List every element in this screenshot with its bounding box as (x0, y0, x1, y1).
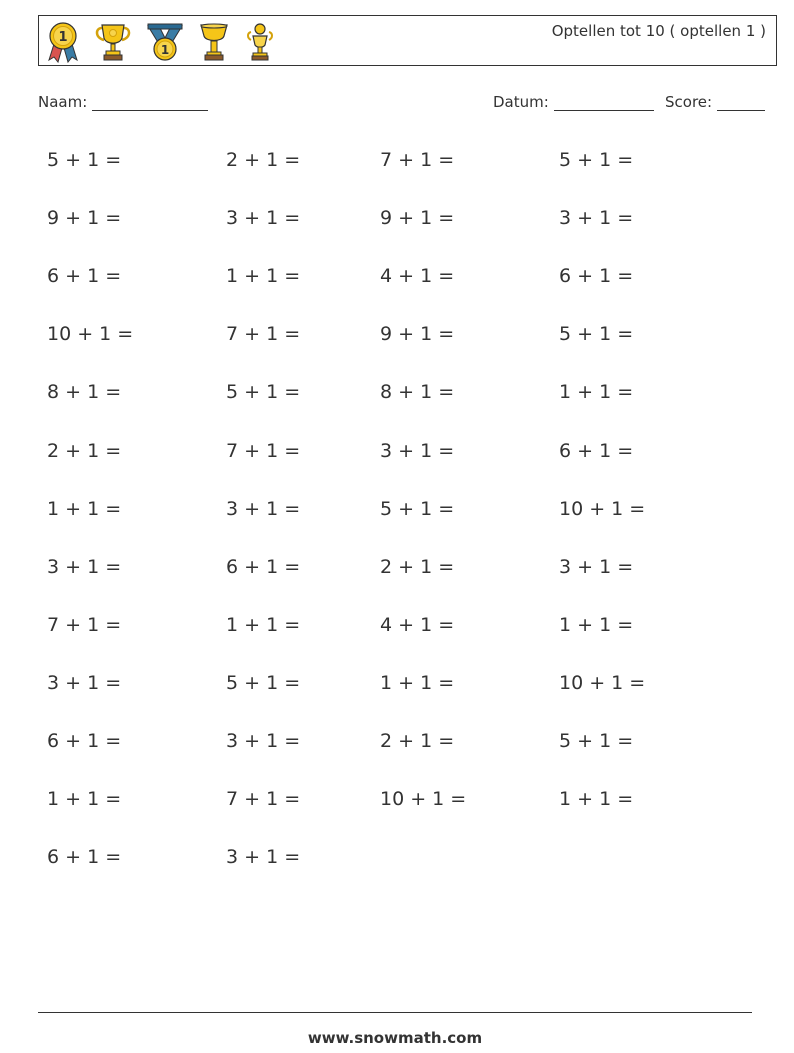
problem-item: 2 + 1 = (380, 730, 455, 752)
name-label: Naam: (38, 93, 88, 111)
problem-item: 7 + 1 = (226, 439, 301, 462)
problem-item: 4 + 1 = (380, 613, 455, 636)
problem-item: 1 + 1 = (47, 497, 122, 520)
footer-url: www.snowmath.com (307, 1029, 483, 1047)
problem-item: 1 + 1 = (380, 671, 455, 694)
problem-item: 6 + 1 = (559, 265, 634, 288)
problem-item: 5 + 1 = (226, 671, 301, 694)
problem-item: 3 + 1 = (47, 671, 122, 694)
problem-item: 3 + 1 = (226, 207, 301, 230)
problem-item: 5 + 1 = (559, 730, 634, 752)
problem-item: 7 + 1 = (226, 323, 301, 346)
award-icon (243, 20, 277, 64)
footer-divider (38, 1012, 752, 1013)
problem-item: 4 + 1 = (380, 265, 455, 288)
cup-icon (197, 20, 231, 64)
problem-item: 5 + 1 = (226, 381, 301, 404)
date-field (493, 93, 654, 111)
problem-item: 2 + 1 = (47, 439, 122, 462)
problem-item: 5 + 1 = (559, 323, 634, 346)
problem-item: 5 + 1 = (559, 149, 634, 171)
problem-item: 10 + 1 = (380, 788, 467, 811)
score-blank[interactable] (717, 94, 765, 111)
problem-item: 1 + 1 = (47, 788, 122, 811)
problem-item: 6 + 1 = (47, 265, 122, 288)
medal-icon (45, 20, 81, 64)
problem-item: 9 + 1 = (380, 207, 455, 230)
problem-item: 2 + 1 = (226, 149, 301, 171)
problem-item: 1 + 1 = (226, 265, 301, 288)
problem-item: 9 + 1 = (380, 323, 455, 346)
problem-item: 6 + 1 = (47, 846, 122, 869)
problem-item: 6 + 1 = (226, 555, 301, 578)
medal-ribbon-icon (145, 20, 185, 64)
problem-item: 10 + 1 = (559, 671, 646, 694)
problem-item: 3 + 1 = (380, 439, 455, 462)
problem-item: 1 + 1 = (559, 613, 634, 636)
problem-item: 9 + 1 = (47, 207, 122, 230)
problem-item: 7 + 1 = (226, 788, 301, 811)
worksheet-title: Optellen tot 10 ( optellen 1 ) (551, 22, 766, 40)
problem-item: 8 + 1 = (380, 381, 455, 404)
problem-item: 6 + 1 = (47, 730, 122, 752)
problem-item: 5 + 1 = (47, 149, 122, 171)
problem-item: 2 + 1 = (380, 555, 455, 578)
worksheet-header (38, 15, 777, 66)
date-label: Datum: (493, 93, 549, 111)
problem-item: 3 + 1 = (47, 555, 122, 578)
problem-item: 8 + 1 = (47, 381, 122, 404)
problem-item: 10 + 1 = (559, 497, 646, 520)
problem-item: 3 + 1 = (226, 497, 301, 520)
problem-item: 7 + 1 = (380, 149, 455, 171)
problem-item: 6 + 1 = (559, 439, 634, 462)
problem-item: 3 + 1 = (559, 207, 634, 230)
problem-item: 5 + 1 = (380, 497, 455, 520)
problem-item: 3 + 1 = (559, 555, 634, 578)
score-field (665, 93, 765, 111)
svg-text:1: 1 (160, 43, 170, 57)
problem-item: 10 + 1 = (47, 323, 134, 346)
svg-text:1: 1 (58, 30, 68, 45)
problem-item: 1 + 1 = (559, 381, 634, 404)
problem-item: 3 + 1 = (226, 846, 301, 869)
problem-item: 1 + 1 = (559, 788, 634, 811)
trophy-icon (93, 20, 133, 64)
date-blank[interactable] (554, 94, 654, 111)
name-field (38, 93, 208, 111)
problem-item: 3 + 1 = (226, 730, 301, 752)
problem-item: 1 + 1 = (226, 613, 301, 636)
name-blank[interactable] (92, 94, 208, 111)
header-icons (45, 20, 277, 64)
problem-item: 7 + 1 = (47, 613, 122, 636)
score-label: Score: (665, 93, 713, 111)
